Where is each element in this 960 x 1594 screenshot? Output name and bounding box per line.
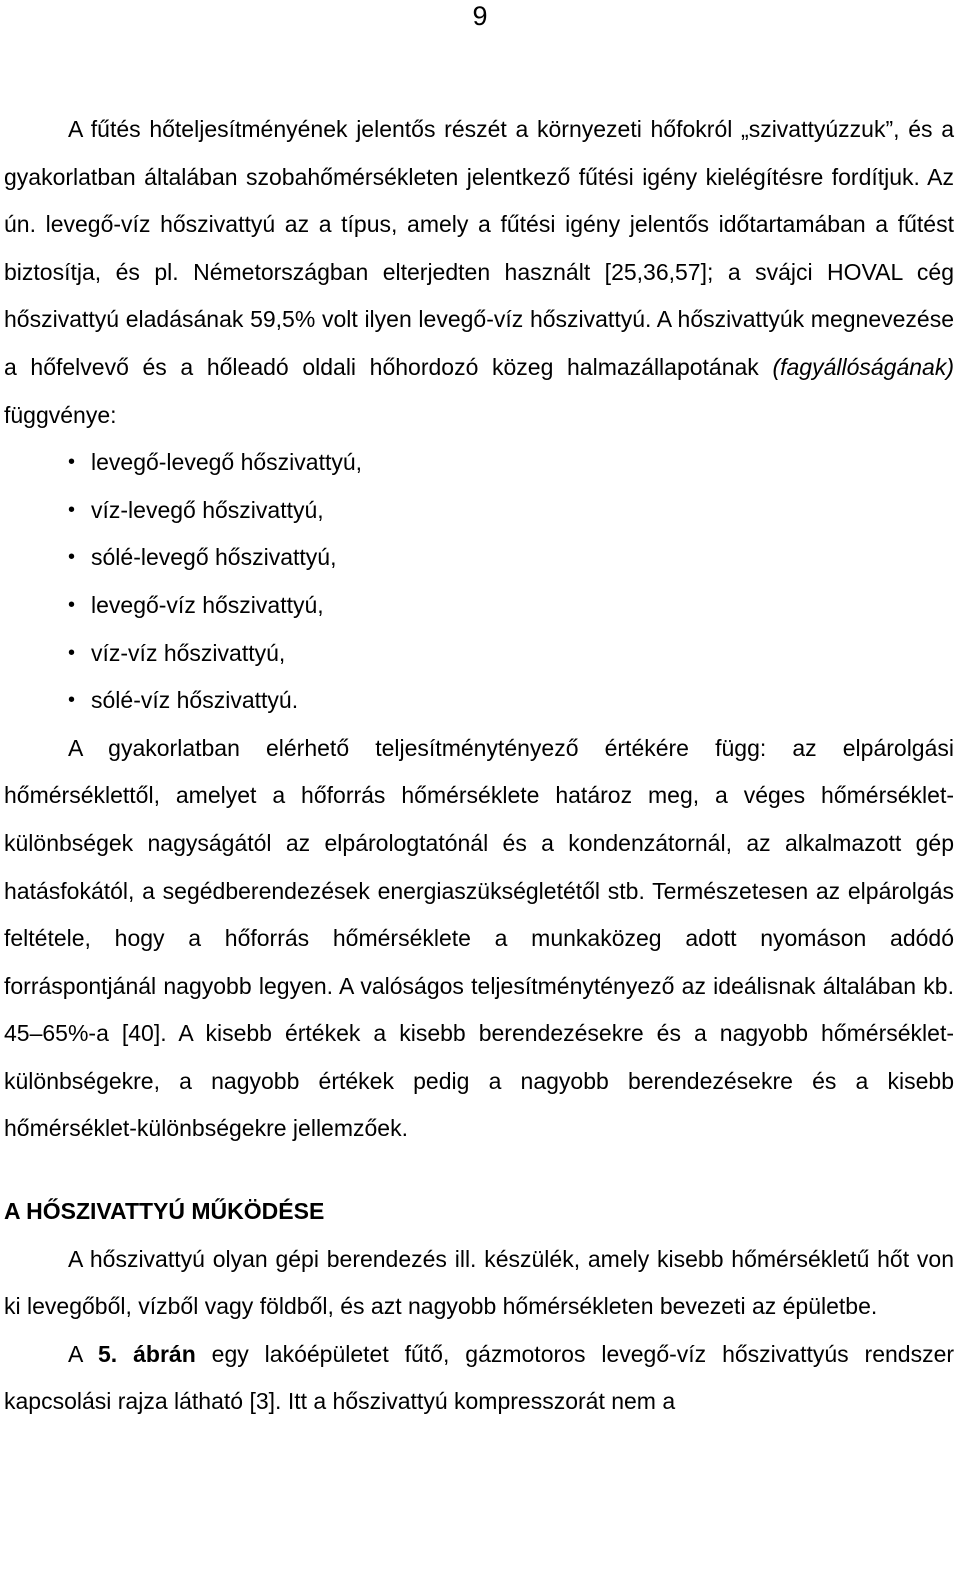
section-spacer [4,1153,954,1188]
page-number: 9 [472,1,488,31]
bullet-icon: • [68,593,76,616]
figure-word: ábrán [133,1340,196,1367]
list-item-text: levegő-levegő hőszivattyú, [91,449,363,476]
paragraph-text: A fűtés hőteljesítményének jelentős részét a környezeti hőfokról „szivattyúzzuk”, és a gyakorlatban általában szobahőmérsékleten jelentkező fűtési igény kielégítésre fordítjuk. Az ún. levegő-víz hőszivattyú az a típus, amely a fűtési igény jelentős időtartamában a fűtést biztosítja, és pl. Németországban elterjedten használt [25,36,57]; a svájci HOVAL cég hőszivattyú eladásának 59,5% volt ilyen levegő-víz hőszivattyú. A hőszivattyúk megnevezése a hőfelvevő és a hőleadó oldali hőhordozó közeg halmazállapotának [4,116,954,380]
bullet-icon: • [68,689,76,712]
paragraph-performance-factor: A gyakorlatban elérhető teljesítménytényező értékére függ: az elpárolgási hőmérséklettől, amelyet a hőforrás hőmérséklete határoz meg, a véges hőmérséklet-különbségek nagyságától az elpárologtatónál és a kondenzátornál, az alkalmazott gép hatásfokától, a segédberendezések energiaszükségletétől stb. Természetesen az elpárolgás feltétele, hogy a hőforrás hőmérséklete a munkaközeg adott nyomáson adódó forráspontjánál nagyobb legyen. A valóságos teljesítménytényező az ideálisnak általában kb. 45–65%-a [40]. A kisebb értékek a kisebb berendezésekre és a nagyobb hőmérséklet-különbségekre, a nagyobb értékek pedig a nagyobb berendezésekre és a kisebb hőmérséklet-különbségekre jellemzőek. [4,734,954,1142]
italic-note: (fagyállóságának) [772,353,955,380]
list-item-text: sólé-levegő hőszivattyú, [91,544,337,571]
list-item [4,534,954,582]
list-item [4,630,954,678]
paragraph-heat-pump-types-intro [4,106,954,439]
list-item [4,439,954,487]
list-item-text: víz-víz hőszivattyú, [91,639,286,666]
paragraph-heat-pump-definition: A hőszivattyú olyan gépi berendezés ill. készülék, amely kisebb hőmérsékletű hőt von ki levegőből, vízből vagy földből, és azt nagyobb hőmérsékleten bevezeti az épületbe. [4,1245,954,1320]
list-item-text: víz-levegő hőszivattyú, [91,496,324,523]
list-item [4,677,954,725]
list-item [4,487,954,535]
bullet-icon: • [68,451,76,474]
list-item-text: levegő-víz hőszivattyú, [91,591,324,618]
section-heading: A HŐSZIVATTYÚ MŰKÖDÉSE [4,1198,325,1225]
paragraph-text: A [68,1340,83,1367]
list-item [4,582,954,630]
bullet-icon: • [68,546,76,569]
bullet-icon: • [68,498,76,521]
heat-pump-type-list [4,439,954,725]
paragraph-text-end: függvénye: [4,401,117,428]
list-item-text: sólé-víz hőszivattyú. [91,687,299,714]
paragraph-text-end: egy lakóépületet fűtő, gázmotoros levegő-víz hőszivattyús rendszer kapcsolási rajza látható [3]. Itt a hőszivattyú kompresszorát nem a [4,1340,955,1415]
bullet-icon: • [68,641,76,664]
document-body [4,106,954,1426]
figure-number: 5. [98,1340,118,1367]
paragraph-figure-reference [4,1331,954,1426]
